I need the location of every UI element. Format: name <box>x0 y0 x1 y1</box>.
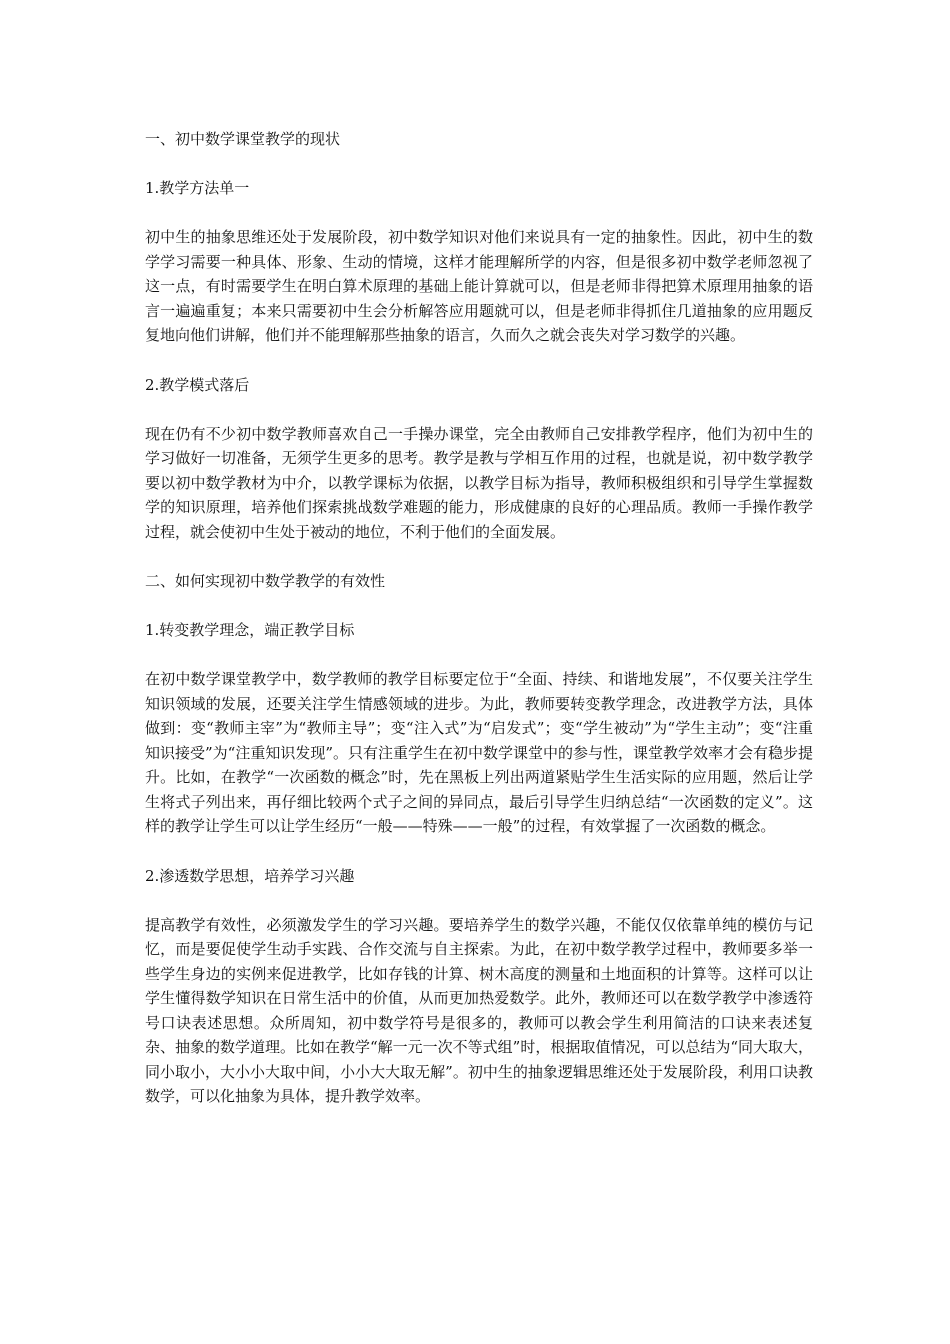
section-2-item-1-paragraph: 在初中数学课堂教学中，数学教师的教学目标要定位于“全面、持续、和谐地发展”，不仅要关注学生知识领域的发展，还要关注学生情感领域的进步。为此，教师要转变教学理念，改进教学方法，具体做到：变“教师主宰”为“教师主导”；变“注入式”为“启发式”；变“学生被动”为“学生主动”；变“注重知识接受”为“注重知识发现”。只有注重学生在初中数学课堂中的参与性，课堂教学效率才会有稳步提升。比如，在教学“一次函数的概念”时，先在黑板上列出两道紧贴学生生活实际的应用题，然后让学生将式子列出来，再仔细比较两个式子之间的异同点，最后引导学生归纳总结“一次函数的定义”。这样的教学让学生可以让学生经历“一般——特殊——一般”的过程，有效掌握了一次函数的概念。 <box>145 670 814 835</box>
section-1-item-1-heading: 1.教学方法单一 <box>145 179 250 197</box>
section-2-heading: 二、如何实现初中数学教学的有效性 <box>145 572 386 590</box>
section-1-item-2-paragraph: 现在仍有不少初中数学教师喜欢自己一手操办课堂，完全由教师自己安排教学程序，他们为初中生的学习做好一切准备，无须学生更多的思考。教学是教与学相互作用的过程，也就是说，初中数学教学要以初中数学教材为中介，以教学课标为依据，以教学目标为指导，教师积极组织和引导学生掌握数学的知识原理，培养他们探索挑战数学难题的能力，形成健康的良好的心理品质。教师一手操作教学过程，就会使初中生处于被动的地位，不利于他们的全面发展。 <box>145 424 813 541</box>
section-2-item-2-heading: 2.渗透数学思想，培养学习兴趣 <box>145 866 355 885</box>
section-2-item-2-paragraph: 提高教学有效性，必须激发学生的学习兴趣。要培养学生的数学兴趣，不能仅仅依靠单纯的模仿与记忆，而是要促使学生动手实践、合作交流与自主探索。为此，在初中数学教学过程中，教师要多举一些学生身边的实例来促进教学，比如存钱的计算、树木高度的测量和土地面积的计算等。这样可以让学生懂得数学知识在日常生活中的价值，从而更加热爱数学。此外，教师还可以在数学教学中渗透符号口诀表述思想。众所周知，初中数学符号是很多的，教师可以教会学生利用简洁的口诀来表述复杂、抽象的数学道理。比如在教学“解一元一次不等式组”时，根据取值情况，可以总结为“同大取大，同小取小，大小小大取中间，小小大大取无解”。初中生的抽象逻辑思维还处于发展阶段，利用口诀教数学，可以化抽象为具体，提升教学效率。 <box>145 915 814 1105</box>
section-2-item-1-heading: 1.转变教学理念，端正教学目标 <box>145 621 355 639</box>
section-1-item-2-heading: 2.教学模式落后 <box>145 375 250 394</box>
section-1-item-1-paragraph: 初中生的抽象思维还处于发展阶段，初中数学知识对他们来说具有一定的抽象性。因此，初中生的数学学习需要一种具体、形象、生动的情境，这样才能理解所学的内容，但是很多初中数学老师忽视了这一点，有时需要学生在明白算术原理的基础上能计算就可以，但是老师非得把算术原理用抽象的语言一遍遍重复；本来只需要初中生会分析解答应用题就可以，但是老师非得抓住几道抽象的应用题反复地向他们讲解，他们并不能理解那些抽象的语言，久而久之就会丧失对学习数学的兴趣。 <box>145 228 813 344</box>
document-page <box>145 127 813 1134</box>
section-1-heading: 一、初中数学课堂教学的现状 <box>145 130 341 148</box>
